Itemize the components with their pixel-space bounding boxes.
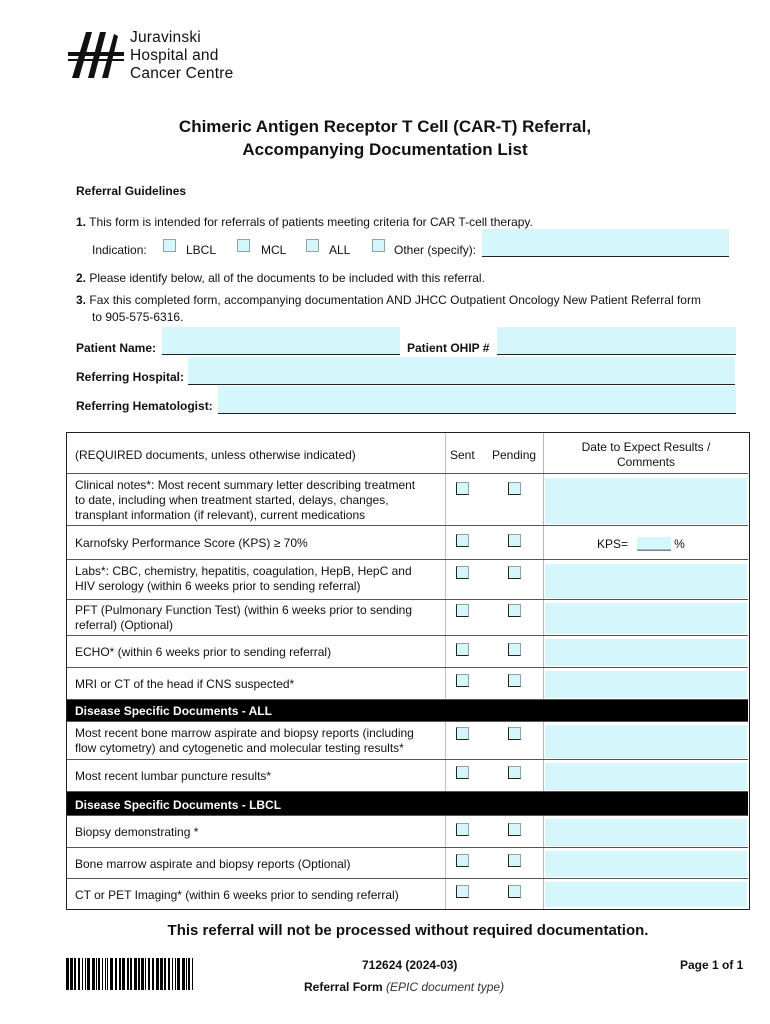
row-text-line: referral) (Optional) [75, 618, 174, 632]
page-number: Page 1 of 1 [680, 958, 744, 972]
pending-checkbox[interactable] [508, 823, 521, 836]
indication-label: Indication: [92, 243, 147, 257]
logo-line-1: Juravinski [130, 29, 201, 46]
date-header-line-1: Date to Expect Results / [581, 440, 711, 454]
barcode-bar [115, 958, 117, 990]
comments-input[interactable] [545, 851, 747, 877]
row-description [75, 478, 415, 523]
lbcl-label: LBCL [186, 243, 217, 257]
sent-checkbox[interactable] [456, 727, 469, 740]
guideline-3 [76, 293, 701, 307]
barcode-bar [156, 958, 159, 990]
barcode-bar [148, 958, 150, 990]
barcode-bar [182, 958, 185, 990]
barcode-bar [130, 958, 132, 990]
referring-hematologist-label: Referring Hematologist: [76, 399, 213, 413]
comments-input[interactable] [545, 603, 747, 634]
guideline-1 [76, 215, 533, 229]
form-type-note: (EPIC document type) [386, 980, 505, 994]
documentation-table [66, 432, 750, 910]
table-row [67, 473, 748, 526]
hospital-name [130, 29, 233, 83]
sent-checkbox[interactable] [456, 482, 469, 495]
guideline-1-number: 1. [76, 215, 87, 229]
row-description [75, 603, 412, 633]
barcode-bar [85, 958, 86, 990]
row-description: ECHO* (within 6 weeks prior to sending referral) [75, 645, 332, 659]
sent-checkbox[interactable] [456, 854, 469, 867]
barcode-bar [70, 958, 73, 990]
lbcl-checkbox[interactable] [163, 239, 176, 252]
row-description: CT or PET Imaging* (within 6 weeks prior to sending referral) [75, 888, 399, 902]
table-row [67, 847, 748, 879]
kps-value-input[interactable]: _____ [637, 537, 671, 551]
barcode-bar [134, 958, 137, 990]
barcode-bar [74, 958, 76, 990]
barcode-bar [96, 958, 97, 990]
page-title-line-2: Accompanying Documentation List [242, 140, 528, 159]
page-title-line-1: Chimeric Antigen Receptor T Cell (CAR-T) Referral, [178, 117, 592, 136]
form-code: 712624 (2024-03) [362, 958, 458, 972]
guideline-1-text: This form is intended for referrals of patients meeting criteria for CAR T-cell therapy. [89, 215, 533, 229]
form-type [304, 980, 504, 994]
pending-checkbox[interactable] [508, 674, 521, 687]
guideline-2-text: Please identify below, all of the documents to be included with this referral. [89, 271, 485, 285]
section-header-all [67, 699, 748, 722]
barcode-bar [98, 958, 100, 990]
guidelines-heading: Referral Guidelines [76, 184, 187, 198]
date-comments-header [545, 440, 747, 470]
barcode-bar [177, 958, 180, 990]
comments-input[interactable] [545, 725, 747, 758]
table-row [67, 635, 748, 668]
barcode-bar [127, 958, 129, 990]
barcode-bar [66, 958, 69, 990]
kps-field [597, 537, 685, 551]
row-text-line: Labs*: CBC, chemistry, hepatitis, coagulation, HepB, HepC and [75, 564, 412, 578]
sent-checkbox[interactable] [456, 566, 469, 579]
barcode-bar [110, 958, 113, 990]
pending-header: Pending [492, 448, 537, 462]
row-description: MRI or CT of the head if CNS suspected* [75, 677, 295, 691]
row-text-line: Most recent bone marrow aspirate and biopsy reports (including [75, 726, 414, 740]
comments-input[interactable] [545, 671, 747, 698]
mcl-checkbox[interactable] [237, 239, 250, 252]
other-checkbox[interactable] [372, 239, 385, 252]
patient-ohip-input[interactable] [497, 327, 736, 355]
comments-input[interactable] [545, 819, 747, 846]
sent-header: Sent [450, 448, 475, 462]
row-text-line: Clinical notes*: Most recent summary letter describing treatment [75, 478, 416, 492]
patient-name-label: Patient Name: [76, 341, 157, 355]
required-documentation-warning: This referral will not be processed without required documentation. [167, 922, 649, 939]
table-row [67, 721, 748, 760]
referring-hematologist-input[interactable] [218, 386, 736, 414]
comments-input[interactable] [545, 478, 747, 524]
barcode-bar [92, 958, 95, 990]
table-row [67, 815, 748, 848]
pending-checkbox[interactable] [508, 885, 521, 898]
row-description: Karnofsky Performance Score (KPS) ≥ 70% [75, 536, 308, 550]
barcode-bar [172, 958, 173, 990]
sent-checkbox[interactable] [456, 643, 469, 656]
pending-checkbox[interactable] [508, 566, 521, 579]
row-description [75, 564, 412, 594]
guideline-2 [76, 271, 485, 285]
pending-checkbox[interactable] [508, 766, 521, 779]
barcode-bar [138, 958, 140, 990]
logo-line-3: Cancer Centre [130, 65, 234, 82]
comments-input[interactable] [545, 763, 747, 790]
barcode-bar [119, 958, 121, 990]
jhcc-logo-icon [66, 28, 126, 82]
guideline-3-number: 3. [76, 293, 87, 307]
other-label: Other (specify): [394, 243, 477, 257]
barcode-bar [192, 958, 193, 990]
all-label: ALL [329, 243, 351, 257]
kps-unit: % [674, 537, 685, 551]
date-header-line-2: Comments [616, 455, 675, 469]
barcode-bar [145, 958, 146, 990]
table-row [67, 525, 748, 560]
other-specify-input[interactable] [482, 229, 729, 257]
section-header-lbcl [67, 791, 748, 816]
barcode-bar [175, 958, 176, 990]
guideline-3-text: Fax this completed form, accompanying documentation AND JHCC Outpatient Oncology New Patient Referral form [89, 293, 701, 307]
comments-input[interactable] [545, 639, 747, 666]
sent-checkbox[interactable] [456, 885, 469, 898]
barcode-bar [105, 958, 106, 990]
barcode-bar [188, 958, 190, 990]
referring-hospital-label: Referring Hospital: [76, 370, 185, 384]
form-type-name: Referral Form [304, 980, 383, 994]
row-text-line: HIV serology (within 6 weeks prior to sending referral) [75, 579, 361, 593]
section-title: Disease Specific Documents - ALL [75, 704, 272, 718]
sent-checkbox[interactable] [456, 823, 469, 836]
row-description: Biopsy demonstrating * [75, 825, 199, 839]
barcode-bar [102, 958, 103, 990]
section-title: Disease Specific Documents - LBCL [75, 798, 282, 812]
sent-checkbox[interactable] [456, 766, 469, 779]
row-text-line: flow cytometry) and cytogenetic and molecular testing results* [75, 741, 404, 755]
barcode-bar [168, 958, 170, 990]
barcode-bar [164, 958, 166, 990]
table-row [67, 559, 748, 600]
all-checkbox[interactable] [306, 239, 319, 252]
row-text-line: PFT (Pulmonary Function Test) (within 6 weeks prior to sending [75, 603, 413, 617]
logo-line-2: Hospital and [130, 47, 219, 64]
sent-checkbox[interactable] [456, 604, 469, 617]
barcode-bar [107, 958, 108, 990]
referring-hospital-input[interactable] [188, 357, 735, 385]
pending-checkbox[interactable] [508, 854, 521, 867]
barcode-bar [160, 958, 163, 990]
guideline-3-fax: to 905-575-6316. [92, 310, 184, 324]
pending-checkbox[interactable] [508, 727, 521, 740]
comments-input[interactable] [545, 882, 747, 907]
barcode-bar [152, 958, 154, 990]
table-row [67, 878, 748, 910]
patient-ohip-label: Patient OHIP # [407, 341, 490, 355]
row-text-line: transplant information (if relevant), current medications [75, 508, 366, 522]
pending-checkbox[interactable] [508, 643, 521, 656]
comments-input[interactable] [545, 564, 747, 598]
barcode-bar [186, 958, 187, 990]
required-docs-header: (REQUIRED documents, unless otherwise indicated) [75, 448, 356, 462]
barcode-bar [87, 958, 90, 990]
barcode-bar [122, 958, 125, 990]
barcode-icon [66, 958, 196, 990]
row-description: Most recent lumbar puncture results* [75, 769, 272, 783]
table-row [67, 667, 748, 700]
mcl-label: MCL [261, 243, 287, 257]
table-row [67, 599, 748, 636]
sent-checkbox[interactable] [456, 534, 469, 547]
guideline-2-number: 2. [76, 271, 87, 285]
barcode-bar [141, 958, 144, 990]
kps-label: KPS= [597, 537, 629, 551]
pending-checkbox[interactable] [508, 534, 521, 547]
patient-name-input[interactable] [162, 327, 400, 355]
table-row [67, 759, 748, 792]
barcode-bar [78, 958, 80, 990]
pending-checkbox[interactable] [508, 482, 521, 495]
row-description [75, 726, 414, 756]
sent-checkbox[interactable] [456, 674, 469, 687]
pending-checkbox[interactable] [508, 604, 521, 617]
barcode-bar [82, 958, 83, 990]
row-description: Bone marrow aspirate and biopsy reports (Optional) [75, 857, 351, 871]
row-text-line: to date, including when treatment started, delays, changes, [75, 493, 389, 507]
